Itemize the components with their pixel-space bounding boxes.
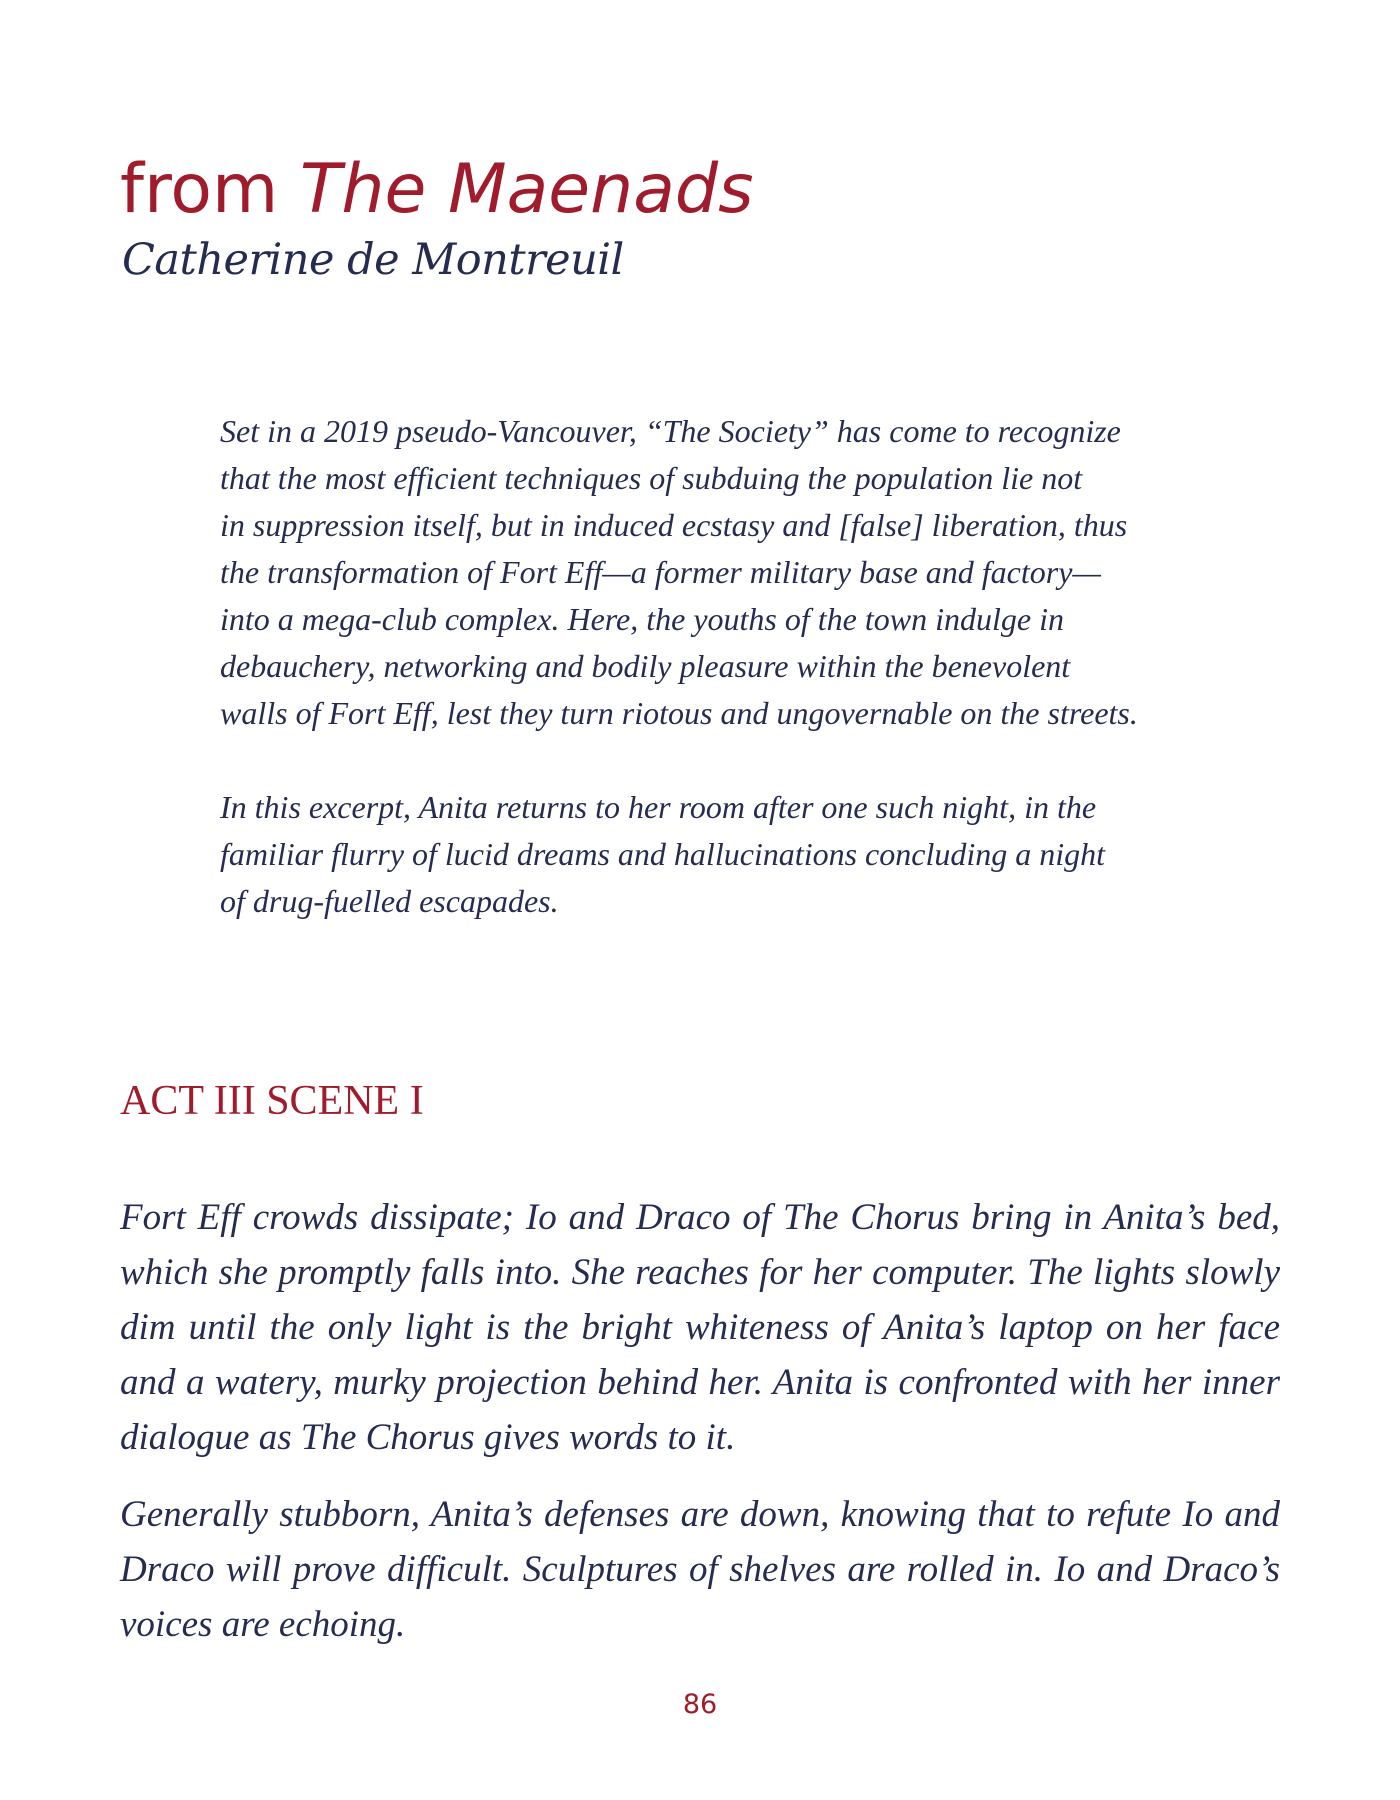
intro-paragraph: Set in a 2019 pseudo-Vancouver, “The Society” has come to recognize that the most efficient techniques of subduing the population lie not in suppression itself, but in induced ecstasy and [false] liberation, thus the transformation of Fort Eff—a former military base and factory— into a mega-club complex. Here, the youths of the town indulge in debauchery, networking and bodily pleasure within the benevolent walls of Fort Eff, lest they turn riotous and ungovernable on the streets.	[220, 413, 1138, 731]
document-title	[120, 150, 754, 230]
stage-direction-paragraph: Generally stubborn, Anita’s defenses are down, knowing that to refute Io and Draco will prove difficult. Sculptures of shelves are rolled in. Io and Draco’s voices are echoing.	[120, 1494, 1280, 1645]
stage-direction-paragraph: Fort Eff crowds dissipate; Io and Draco of The Chorus bring in Anita’s bed, which she promptly falls into. She reaches for her computer. The lights slowly dim until the only light is the bright whiteness of Anita’s laptop on her face and a watery, murky projection behind her. Anita is confronted with her inner dialogue as The Chorus gives words to it.	[120, 1197, 1280, 1458]
author-name: Catherine de Montreuil	[122, 235, 624, 285]
title-work-name: The Maenads	[299, 150, 754, 229]
intro-paragraph: In this excerpt, Anita returns to her room after one such night, in the familiar flurry of lucid dreams and hallucinations concluding a night of drug-fuelled escapades.	[220, 789, 1105, 919]
scene-heading: ACT III SCENE I	[120, 1078, 424, 1124]
title-prefix: from	[120, 150, 279, 229]
scene-stage-directions	[120, 1190, 1280, 1652]
page-number: 86	[682, 1689, 718, 1720]
intro-synopsis	[220, 408, 1240, 925]
